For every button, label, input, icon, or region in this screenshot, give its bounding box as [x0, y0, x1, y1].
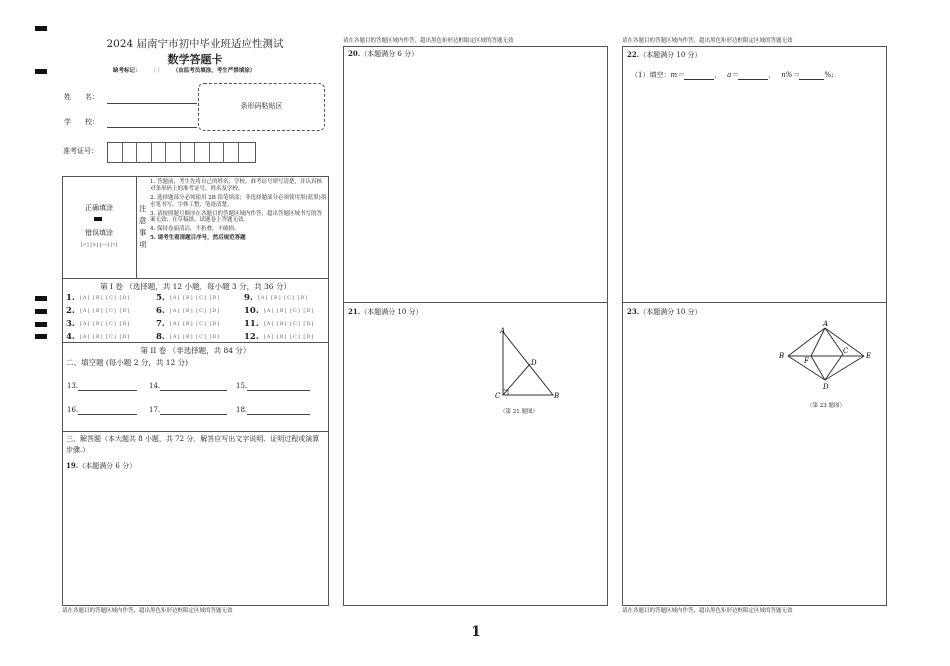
question-number: 8.	[156, 332, 165, 342]
notice-side-label	[139, 203, 149, 251]
sheet-title: 数学答题卡	[167, 53, 223, 66]
blank-m[interactable]	[684, 70, 714, 80]
divider	[62, 278, 329, 279]
question-number: 12.	[244, 332, 259, 342]
figure-label: B	[779, 352, 785, 360]
notice-item: 3. 请按照题号顺序在各题目的答题区域内作答，超出答题区域书写的答案无效；在草稿纸、试题卷上答题无效。	[150, 210, 322, 224]
exam-title: 2024 届南宁市初中毕业班适应性测试	[106, 38, 284, 50]
name-field[interactable]	[107, 103, 197, 104]
mcq-question[interactable]	[244, 306, 314, 316]
mcq-question[interactable]	[244, 293, 308, 303]
question-number: 1.	[66, 293, 75, 303]
timing-mark	[35, 26, 47, 31]
warning-text: 请在各题目的答题区域内作答，超出黑色矩形边框限定区域的答题无效	[622, 608, 793, 614]
fill-answer-line[interactable]	[247, 390, 310, 391]
mcq-question[interactable]	[66, 319, 130, 329]
figure-label: E	[866, 352, 872, 360]
notice-item: 5. 请考生看清题目序号，然后规范答题	[150, 235, 246, 242]
fill-answer-line[interactable]	[160, 390, 227, 391]
fill-number: 13.	[67, 382, 79, 390]
fill-number: 18.	[236, 406, 248, 414]
question-number: 21.	[348, 307, 361, 316]
mcq-options[interactable]: [A] [B] [C] [D]	[169, 321, 221, 327]
question-score: （本题满分 10 分）	[360, 308, 423, 316]
mcq-question[interactable]	[156, 293, 220, 303]
question-number: 2.	[66, 306, 75, 316]
mcq-question[interactable]	[66, 293, 130, 303]
figure-label: A	[500, 327, 506, 335]
q19-header	[66, 461, 136, 471]
question-number: 19.	[66, 461, 79, 470]
correct-fill-label: 正确填涂	[85, 204, 113, 212]
q21-header	[348, 307, 423, 317]
q22-fill-row	[631, 70, 833, 80]
timing-mark	[35, 69, 47, 74]
solve-section-title: 三、解答题（本大题共 8 小题，共 72 分．解答应写出文字说明、证明过程或演算步骤.）	[66, 435, 320, 454]
wrong-fill-samples: [✓] [×] [—] [•]	[80, 242, 118, 248]
mcq-question[interactable]	[244, 319, 314, 329]
fill-number: 17.	[149, 406, 161, 414]
mcq-options[interactable]: [A] [B] [C] [D]	[263, 308, 315, 314]
question-number: 6.	[156, 306, 165, 316]
q20-answer-area[interactable]	[344, 60, 607, 300]
q21-answer-area[interactable]	[344, 420, 607, 604]
notice-item: 2. 选择题部分必须使用 2B 铅笔填涂；非选择题部分必须使用黑(蓝黑)墨水笔书写，字体工整、笔迹清楚。	[150, 194, 327, 208]
figure-label: D	[531, 359, 537, 367]
q19-answer-area[interactable]	[63, 472, 328, 604]
school-label: 学 校：	[64, 118, 99, 126]
absent-checkbox[interactable]: 〔 〕	[150, 68, 164, 74]
name-label: 姓 名：	[64, 93, 99, 101]
figure-label: B	[554, 392, 560, 400]
q21-figure	[490, 322, 570, 404]
timing-mark	[35, 322, 47, 327]
notice-char: 事	[139, 228, 147, 237]
notice-char: 项	[139, 240, 147, 249]
question-number: 4.	[66, 332, 75, 342]
barcode-area	[198, 83, 325, 131]
fill-prefix: （1）填空：	[631, 70, 671, 79]
warning-text: 请在各题目的答题区域内作答，超出黑色矩形边框限定区域的答题无效	[343, 38, 514, 44]
question-number: 9.	[244, 293, 253, 303]
var-m: m＝	[670, 70, 685, 79]
figure-label: C	[843, 347, 849, 355]
q23-answer-area[interactable]	[623, 414, 886, 604]
exam-number-grid[interactable]	[107, 142, 256, 163]
notice-list	[150, 179, 327, 242]
divider	[136, 176, 137, 278]
mcq-options[interactable]: [A] [B] [C] [D]	[263, 334, 315, 340]
mcq-options[interactable]: [A] [B] [C] [D]	[169, 334, 221, 340]
exam-number-label: 准考证号：	[63, 147, 98, 155]
mcq-question[interactable]	[66, 306, 130, 316]
mcq-options[interactable]: [A] [B] [C] [D]	[257, 295, 309, 301]
question-score: （本题满分 6 分）	[360, 50, 419, 58]
mcq-question[interactable]	[66, 332, 130, 342]
school-field[interactable]	[107, 127, 197, 128]
mcq-question[interactable]	[156, 319, 220, 329]
question-score: （本题满分 10 分）	[639, 308, 702, 316]
question-number: 7.	[156, 319, 165, 329]
blank-a[interactable]	[738, 70, 768, 80]
mcq-options[interactable]: [A] [B] [C] [D]	[263, 321, 315, 327]
figure-label: D	[823, 383, 829, 391]
figure-label: C	[495, 392, 501, 400]
figure-label: A	[823, 320, 829, 328]
suffix: %;	[824, 70, 834, 79]
mcq-question[interactable]	[156, 306, 220, 316]
mcq-options[interactable]: [A] [B] [C] [D]	[169, 295, 221, 301]
question-number: 11.	[244, 319, 259, 329]
fill-number: 14.	[149, 382, 161, 390]
notice-char: 注	[139, 204, 147, 213]
divider	[62, 342, 329, 343]
divider	[62, 431, 329, 432]
correct-fill-sample	[94, 217, 102, 221]
wrong-fill-label: 错误填涂	[85, 229, 113, 237]
question-score: （本题满分 6 分）	[78, 462, 137, 470]
fill-answer-line[interactable]	[247, 414, 310, 415]
fill-number: 15.	[236, 382, 248, 390]
mcq-options[interactable]: [A] [B] [C] [D]	[169, 308, 221, 314]
notice-item: 1. 答题前，考生先将自己的姓名、学校、准考证号填写清楚，并认真核对条形码上的准考证号、姓名及学校。	[150, 179, 322, 192]
q22-header	[627, 50, 702, 60]
q23-header	[627, 307, 702, 317]
question-number: 5.	[156, 293, 165, 303]
q20-header	[348, 49, 418, 59]
notice-item: 4. 保持卷面清洁，不折叠，不破损。	[150, 226, 240, 233]
fill-section-title: 二、填空题 (每小题 2 分，共 12 分)	[66, 358, 189, 367]
question-number: 10.	[244, 306, 259, 316]
mcq-options[interactable]: [A] [B] [C] [D]	[79, 334, 131, 340]
separator: ，	[768, 70, 776, 79]
question-number: 20.	[348, 49, 361, 58]
fill-number: 16.	[67, 406, 79, 414]
divider	[622, 302, 887, 303]
question-number: 3.	[66, 319, 75, 329]
mcq-question[interactable]	[244, 332, 314, 342]
timing-mark	[35, 309, 47, 314]
divider	[343, 302, 608, 303]
timing-mark	[35, 334, 47, 339]
barcode-label: 条形码粘贴区	[240, 102, 283, 111]
var-n: n%＝	[781, 70, 800, 79]
fill-answer-line[interactable]	[78, 414, 137, 415]
mcq-options[interactable]: [A] [B] [C] [D]	[79, 321, 131, 327]
fill-answer-line[interactable]	[78, 390, 137, 391]
separator: ，	[714, 70, 722, 79]
notice-char: 意	[139, 216, 147, 225]
q21-caption: （第 21 题图）	[500, 409, 538, 415]
absent-note: （由监考员填涂，考生严禁填涂）	[172, 68, 256, 74]
timing-mark	[35, 296, 47, 301]
q22-answer-area[interactable]	[623, 84, 886, 300]
mcq-options[interactable]: [A] [B] [C] [D]	[79, 295, 131, 301]
var-a: a＝	[727, 70, 739, 79]
blank-n[interactable]	[799, 70, 824, 80]
warning-text: 请在各题目的答题区域内作答，超出黑色矩形边框限定区域的答题无效	[62, 608, 233, 614]
part1-title: 第 I 卷 （选择题，共 12 小题．每小题 3 分，共 36 分）	[100, 282, 291, 291]
warning-text: 请在各题目的答题区域内作答，超出黑色矩形边框限定区域的答题无效	[622, 38, 793, 44]
fill-answer-line[interactable]	[160, 414, 227, 415]
question-number: 22.	[627, 50, 640, 59]
mcq-question[interactable]	[156, 332, 220, 342]
mcq-options[interactable]: [A] [B] [C] [D]	[79, 308, 131, 314]
question-number: 23.	[627, 307, 640, 316]
absent-label: 缺考标记：	[113, 68, 141, 74]
absent-mark-row	[113, 68, 255, 75]
q23-figure	[775, 316, 880, 398]
figure-label: F	[804, 357, 809, 365]
question-score: （本题满分 10 分）	[639, 51, 702, 59]
q23-caption: （第 23 题图）	[807, 403, 845, 409]
page-number: 1	[471, 624, 481, 640]
part2-title: 第 II 卷 （非选择题，共 84 分）	[140, 346, 251, 355]
